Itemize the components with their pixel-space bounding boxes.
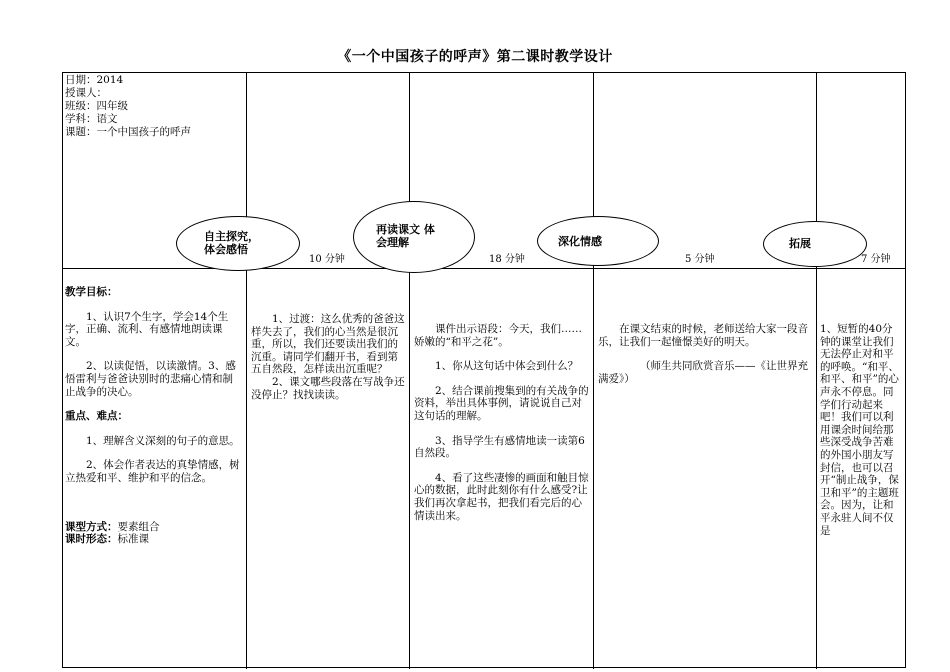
document-title: 《一个中国孩子的呼声》第二课时教学设计 — [337, 49, 613, 65]
row-divider — [63, 268, 905, 269]
date-text: 日期：2014 — [65, 74, 124, 86]
col-divider-4b — [816, 269, 817, 669]
topic-text: 课题：一个中国孩子的呼声 — [65, 126, 191, 138]
col1-content — [65, 286, 241, 666]
goals-heading: 教学目标： — [65, 286, 118, 298]
col5-content — [820, 323, 903, 667]
col3-para-1: 课件出示语段：今天，我们……娇嫩的“和平之花”。 — [414, 323, 582, 348]
goal-2: 2、以读促悟，以读激情。3、感悟雷利与爸爸诀别时的悲痛心情和制止战争的决心。 — [65, 360, 236, 398]
col3-para-4: 3、指导学生有感情地读一读第6自然段。 — [414, 434, 585, 460]
grade-text: 班级：四年级 — [65, 100, 128, 112]
col2-para-2: 2、课文哪些段落在写战争还没停止？找找读读。 — [251, 375, 405, 401]
stage-time-2: 18 分钟 — [489, 254, 525, 265]
key-1: 1、理解含义深刻的句子的意思。 — [86, 434, 240, 447]
col4-content — [598, 323, 812, 663]
type-line: 课型方式：要素组合 — [65, 520, 160, 533]
stage-label-1: 自主探究， 体会感悟 — [204, 230, 259, 256]
col2-para-1: 1、过渡：这么优秀的爸爸这样失去了，我们的心当然是很沉重，所以，我们还要读出我们的沉重。请同学们翻开书，看到第五自然段，怎样读出沉重呢？ — [251, 313, 405, 376]
stage-label-3: 深化情感 — [558, 235, 602, 248]
col-divider-2b — [409, 269, 410, 669]
col3-content — [414, 323, 589, 663]
col-divider-1b — [246, 269, 247, 669]
key-2: 2、体会作者表达的真挚情感，树立热爱和平、维护和平的信念。 — [65, 459, 240, 484]
form-line: 课时形态：标准课 — [65, 533, 149, 546]
stage-label-4: 拓展 — [789, 237, 811, 250]
stage-time-3: 5 分钟 — [685, 254, 715, 265]
col2-content — [251, 313, 405, 663]
col3-para-2: 1、你从这句话中体会到什么？ — [435, 360, 579, 373]
subject-text: 学科：语文 — [65, 113, 118, 125]
col3-para-3: 2、结合课前搜集到的有关战争的资料，举出具体事例，请说说自己对这句话的理解。 — [414, 384, 589, 422]
lesson-table — [62, 72, 906, 668]
stage-label-2: 再读课文 体 会理解 — [376, 223, 435, 249]
stage-time-1: 10 分钟 — [309, 254, 345, 265]
key-heading: 重点、难点： — [65, 410, 128, 423]
col-divider-3b — [593, 269, 594, 669]
stage-oval-4 — [763, 221, 867, 267]
stage-time-4: 7 分钟 — [861, 254, 891, 265]
col4-para-1: 在课文结束的时候，老师送给大家一段音乐，让我们一起憧憬美好的明天。 — [598, 323, 808, 348]
lesson-info — [65, 74, 191, 139]
teacher-text: 授课人： — [65, 87, 107, 99]
col3-para-5: 4、看了这些凄惨的画面和触目惊心的数据，此时此刻你有什么感受?让我们再次拿起书，把我们看完后的心情读出来。 — [414, 471, 589, 522]
col4-para-2: （师生共同欣赏音乐——《让世界充满爱》） — [598, 360, 808, 385]
col5-para-1: 1、短暂的40分钟的课堂让我们无法停止对和平的呼唤。“和平、和平、和平”的心声永不停息。同学们行动起来吧！我们可以利用课余时间给那些深受战争苦难的外国小朋友写封信，也可以召开“制止战争，保卫和平”的主题班会。因为，让和平永驻人间不仅是 — [820, 323, 899, 537]
goal-1: 1、认识7个生字，学会14个生字，正确、流利、有感情地朗读课文。 — [65, 310, 229, 348]
